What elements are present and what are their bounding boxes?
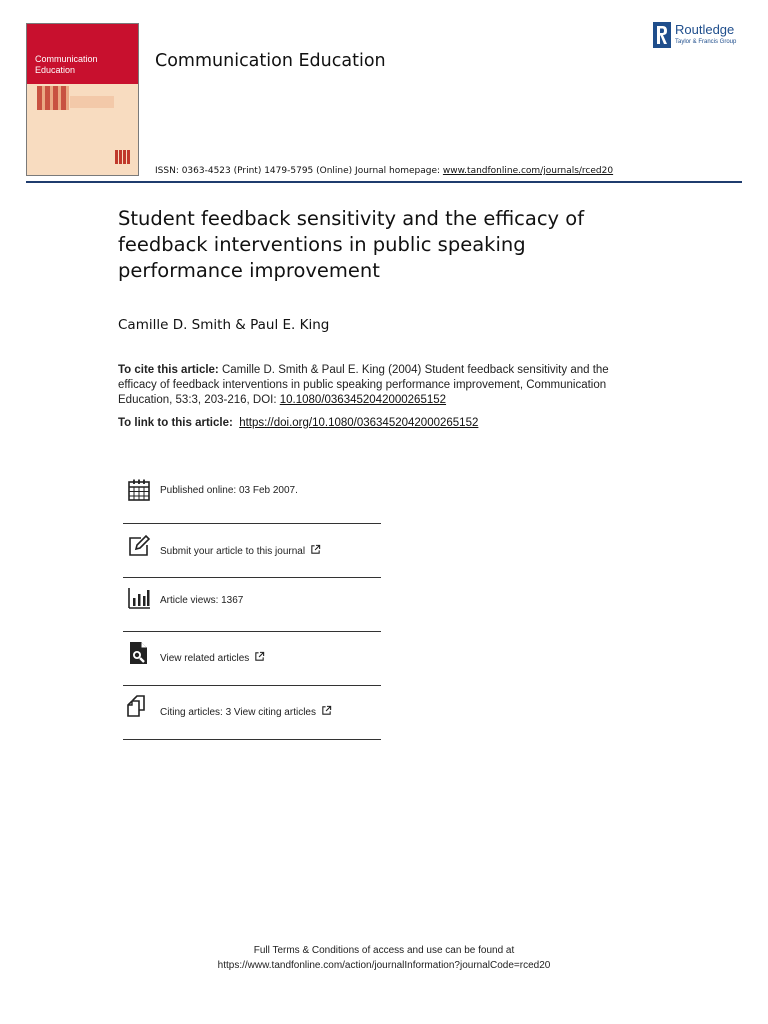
submit-label: Submit your article to this journal	[160, 546, 306, 557]
journal-cover-image	[26, 23, 139, 176]
issn-text: ISSN: 0363-4523 (Print) 1479-5795 (Online) Journal homepage:	[155, 166, 443, 176]
article-info-list	[123, 466, 381, 740]
cover-detail-strip	[70, 96, 114, 108]
document-search-icon	[127, 641, 151, 665]
routledge-logo-icon	[653, 22, 671, 48]
submit-row[interactable]	[123, 524, 381, 578]
related-articles-link[interactable]	[160, 651, 265, 664]
external-link-icon	[310, 544, 321, 555]
article-views: Article views: 1367	[160, 595, 244, 606]
link-label: To link to this article:	[118, 417, 233, 429]
views-row	[123, 578, 381, 632]
submit-article-link[interactable]	[160, 544, 321, 557]
cite-text: Camille D. Smith & Paul E. King (2004) Student feedback sensitivity and the efficacy of feedback interventions in public speaking performance improvement, Communication Education, 53:3, 203-216, DOI:	[118, 364, 609, 406]
cover-title: Communication Education	[35, 54, 98, 75]
issn-line	[155, 166, 613, 176]
journal-name: Communication Education	[155, 51, 386, 71]
related-label: View related articles	[160, 653, 250, 664]
citing-articles-link[interactable]	[160, 705, 332, 718]
citing-documents-icon	[127, 694, 151, 718]
calendar-icon	[127, 478, 151, 502]
published-date: Published online: 03 Feb 2007.	[160, 485, 298, 496]
external-link-icon	[321, 705, 332, 716]
article-title: Student feedback sensitivity and the efficacy of feedback interventions in public speaking performance improvement	[118, 207, 585, 282]
publisher-group: Taylor & Francis Group	[675, 39, 737, 45]
header-divider	[26, 181, 742, 183]
journal-homepage-link[interactable]: www.tandfonline.com/journals/rced20	[442, 166, 614, 176]
edit-icon	[127, 534, 151, 558]
citing-label: Citing articles: 3 View citing articles	[160, 707, 316, 718]
published-row	[123, 466, 381, 524]
footer-line-1: Full Terms & Conditions of access and use can be found at	[253, 945, 515, 956]
doi-link[interactable]: 10.1080/0363452042000265152	[279, 394, 447, 406]
footer-terms	[0, 943, 768, 973]
cite-label: To cite this article:	[118, 364, 219, 376]
citation-block	[118, 363, 638, 408]
article-url-link[interactable]: https://doi.org/10.1080/0363452042000265152	[239, 417, 479, 429]
article-link-line	[118, 417, 478, 429]
footer-url[interactable]: https://www.tandfonline.com/action/journalInformation?journalCode=rced20	[217, 960, 551, 971]
publisher-name: Routledge	[675, 22, 735, 37]
article-authors: Camille D. Smith & Paul E. King	[118, 317, 330, 333]
bar-chart-icon	[127, 586, 151, 610]
citing-row[interactable]	[123, 686, 381, 740]
related-row[interactable]	[123, 632, 381, 686]
external-link-icon	[254, 651, 265, 662]
cover-publisher-mark	[115, 150, 131, 164]
publisher-logo	[653, 22, 753, 50]
cover-photo-strip	[37, 86, 69, 110]
